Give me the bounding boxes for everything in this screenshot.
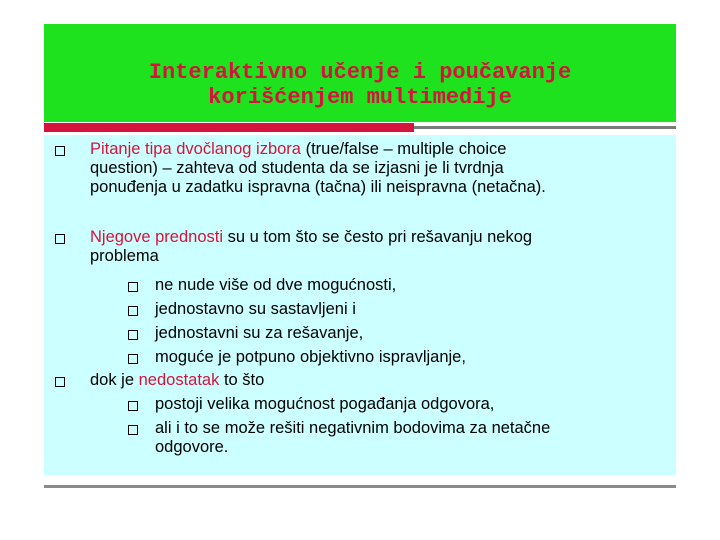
hollow-square-icon	[128, 306, 138, 316]
bottom-divider	[44, 485, 676, 488]
hollow-square-icon	[128, 354, 138, 364]
item-3-prefix: dok je	[90, 371, 139, 389]
item-1-line-2: question) – zahteva od studenta da se izjasni je li tvrdnja	[90, 159, 504, 177]
title-line-1: Interaktivno učenje i poučavanje	[148, 60, 572, 85]
list-item-1	[90, 140, 658, 197]
hollow-square-icon	[128, 425, 138, 435]
gray-divider	[414, 126, 676, 129]
hollow-square-icon	[128, 282, 138, 292]
slide-title	[44, 60, 676, 110]
red-divider	[44, 123, 414, 132]
item-1-line-3: ponuđenja u zadatku ispravna (tačna) ili neispravna (netačna).	[90, 178, 546, 196]
hollow-square-icon	[128, 330, 138, 340]
sub-item-3-1: postoji velika mogućnost pogađanja odgovora,	[155, 395, 495, 413]
list-item-3	[90, 371, 658, 390]
sub-item-2-3: jednostavni su za rešavanje,	[155, 324, 364, 342]
item-1-line-1-rest: (true/false – multiple choice	[300, 140, 507, 158]
item-3-highlight: nedostatak	[138, 371, 220, 389]
sub-item-3-2-line-1: ali i to se može rešiti negativnim bodovima za netačne	[155, 419, 551, 437]
title-line-2: korišćenjem multimedije	[208, 85, 512, 110]
sub-item-3-2-line-2: odgovore.	[155, 438, 229, 456]
hollow-square-icon	[55, 377, 65, 387]
sub-item-2-1: ne nude više od dve mogućnosti,	[155, 276, 397, 294]
sub-item-2-2: jednostavno su sastavljeni i	[155, 300, 356, 318]
item-1-line-1	[90, 140, 658, 159]
item-1-highlight: Pitanje tipa dvočlanog izbora	[90, 140, 301, 158]
title-panel	[44, 24, 676, 122]
hollow-square-icon	[55, 234, 65, 244]
sub-item-2-4: moguće je potpuno objektivno ispravljanje,	[155, 348, 466, 366]
item-2-line-2: problema	[90, 247, 159, 265]
sub-item-3-2	[155, 419, 665, 457]
item-3-line-1	[90, 371, 658, 390]
item-2-line-1	[90, 228, 658, 247]
item-2-highlight: Njegove prednosti	[90, 228, 223, 246]
list-item-2	[90, 228, 658, 266]
hollow-square-icon	[128, 401, 138, 411]
item-2-line-1-rest: su u tom što se često pri rešavanju nekog	[223, 228, 533, 246]
hollow-square-icon	[55, 146, 65, 156]
item-3-suffix: to što	[219, 371, 265, 389]
